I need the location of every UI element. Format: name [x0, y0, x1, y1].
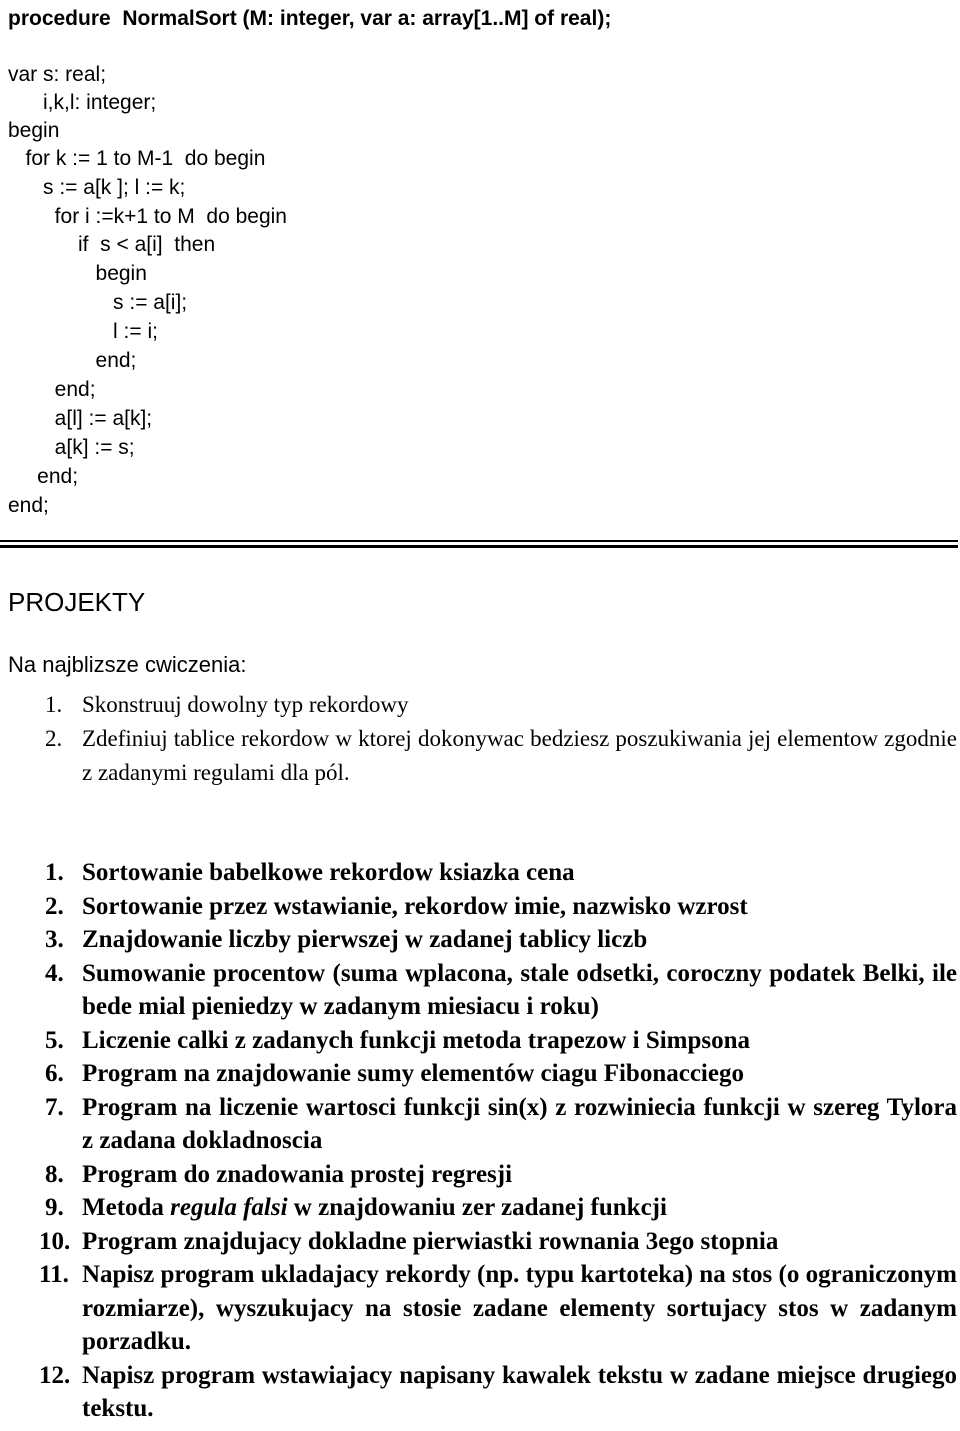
- code-line: for i :=k+1 to M do begin: [8, 205, 287, 228]
- code-line: l := i;: [8, 320, 158, 343]
- item-text: Program do znadowania prostej regresji: [82, 1160, 513, 1188]
- list-item: [45, 890, 957, 924]
- code-line: end;: [8, 378, 96, 401]
- item-text: Sortowanie babelkowe rekordow ksiazka cena: [82, 859, 575, 886]
- code-line: begin: [8, 119, 60, 142]
- list-item: [45, 856, 957, 890]
- code-line: end;: [8, 494, 49, 517]
- item-number: 5.: [45, 1026, 64, 1054]
- list-item: [45, 923, 957, 957]
- section-title: PROJEKTY: [8, 587, 146, 617]
- list-item: [45, 1057, 957, 1091]
- item-text: Znajdowanie liczby pierwszej w zadanej tablicy liczb: [82, 926, 648, 953]
- item-number: 2.: [45, 892, 64, 920]
- item-text-italic: regula falsi: [170, 1194, 288, 1221]
- code-line: i,k,l: integer;: [8, 91, 157, 114]
- separator-line-thick: [0, 545, 958, 548]
- list-item: [45, 1024, 957, 1058]
- item-number: 6.: [45, 1060, 64, 1087]
- item-number: 2.: [45, 726, 63, 751]
- item-text: Zdefiniuj tablice rekordow w ktorej dokonywac bedziesz poszukiwania jej elementow zgodnie z zadanymi regulami dla pól.: [82, 726, 957, 785]
- code-line: a[l] := a[k];: [8, 407, 153, 430]
- list-item: [45, 1191, 957, 1225]
- item-text: Program na liczenie wartosci funkcji sin(x) z rozwiniecia funkcji w szereg Tylora z zadana dokladnoscia: [82, 1093, 957, 1154]
- code-line: s := a[i];: [8, 291, 188, 314]
- list-item: [45, 1091, 957, 1158]
- item-text: Skonstruuj dowolny typ rekordowy: [82, 692, 409, 717]
- list-item: [39, 1258, 957, 1359]
- code-line: procedure NormalSort (M: integer, var a: array[1..M] of real);: [8, 7, 612, 30]
- item-number: 10.: [39, 1227, 71, 1255]
- code-line: end;: [8, 349, 137, 372]
- item-text: Sumowanie procentow (suma wplacona, stale odsetki, coroczny podatek Belki, ile bede mial pieniedzy w zadanym miesiacu i roku): [82, 959, 957, 1020]
- list-item: [39, 1359, 957, 1426]
- project-topic-list: [39, 856, 957, 1426]
- exercise-list: [45, 688, 957, 790]
- item-text: Program na znajdowanie sumy elementów ciagu Fibonacciego: [82, 1060, 744, 1087]
- code-line: end;: [8, 465, 79, 488]
- list-item: [45, 688, 957, 722]
- item-number: 8.: [45, 1160, 64, 1188]
- separator-line-thin: [0, 540, 958, 542]
- item-number: 9.: [45, 1194, 64, 1221]
- list-item: [45, 722, 957, 790]
- item-number: 12.: [39, 1361, 71, 1389]
- list-item: [39, 1225, 957, 1259]
- item-text: Liczenie calki z zadanych funkcji metoda trapezow i Simpsona: [82, 1026, 751, 1054]
- item-text: Sortowanie przez wstawianie, rekordow imie, nazwisko wzrost: [82, 892, 748, 920]
- code-line: if s < a[i] then: [8, 233, 216, 256]
- item-text-after: w znajdowaniu zer zadanej funkcji: [287, 1194, 667, 1221]
- item-number: 3.: [45, 926, 64, 953]
- item-number: 4.: [45, 959, 64, 987]
- item-number: 7.: [45, 1093, 64, 1121]
- item-number: 1.: [45, 859, 64, 886]
- code-line: for k := 1 to M-1 do begin: [8, 147, 266, 170]
- list-item: [45, 957, 957, 1024]
- item-text: Program znajdujacy dokladne pierwiastki rownania 3ego stopnia: [82, 1227, 779, 1255]
- item-number: 11.: [39, 1261, 69, 1288]
- item-text: Napisz program ukladajacy rekordy (np. typu kartoteka) na stos (o ograniczonym rozmiarze), wyszukujacy na stosie zadane elementy sortujacy stos w zadanym porzadku.: [82, 1261, 957, 1355]
- list-item: [45, 1158, 957, 1192]
- item-number: 1.: [45, 692, 63, 717]
- code-line: s := a[k ]; l := k;: [8, 176, 186, 199]
- item-text: Napisz program wstawiajacy napisany kawalek tekstu w zadane miejsce drugiego tekstu.: [82, 1361, 957, 1422]
- item-text-before: Metoda: [82, 1194, 171, 1221]
- code-line: a[k] := s;: [8, 436, 135, 459]
- code-line: begin: [8, 262, 147, 285]
- section-intro: Na najblizsze cwiczenia:: [8, 652, 247, 677]
- code-line: var s: real;: [8, 63, 107, 86]
